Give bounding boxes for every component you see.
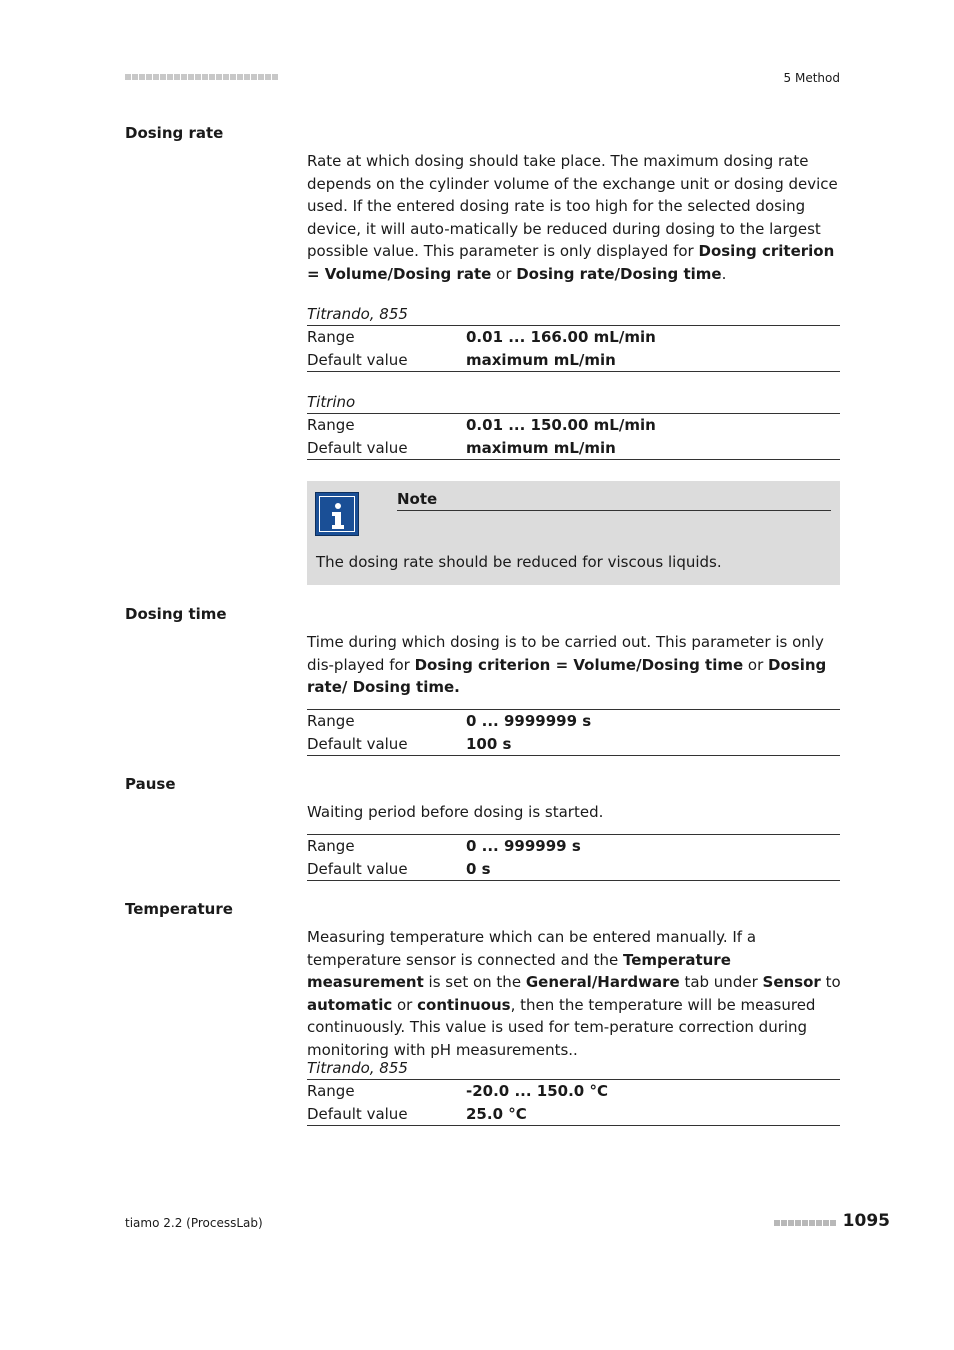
table-row-default (307, 733, 840, 757)
decoration-square (174, 74, 180, 80)
decoration-square (153, 74, 159, 80)
table-row-range (307, 834, 840, 858)
footer-decoration (774, 1220, 836, 1226)
default-value: 25.0 °C (466, 1104, 527, 1123)
section-title-dosing-time: Dosing time (125, 605, 227, 623)
table-row-range (307, 414, 840, 437)
table-caption: Titrando, 855 (307, 1058, 840, 1080)
decoration-square (181, 74, 187, 80)
dosing-rate-description: Rate at which dosing should take place. The maximum dosing rate depends on the cylinder volume of the exchange unit or dosing device used. If the entered dosing rate is too high for the selected dosing device, it will auto-matically be reduced during dosing to the largest possible value. This parameter is only displayed for Dosing criterion = Volume/Dosing rate or Dosing rate/Dosing time. (307, 152, 838, 283)
page-number: 1095 (842, 1211, 890, 1231)
section-title-dosing-rate: Dosing rate (125, 124, 224, 142)
default-label: Default value (307, 859, 408, 878)
note-text: The dosing rate should be reduced for viscous liquids. (316, 553, 722, 571)
range-value: 0.01 ... 166.00 mL/min (466, 328, 656, 346)
pause-table (307, 834, 840, 881)
decoration-square (139, 74, 145, 80)
dosing-rate-table-titrino (307, 392, 840, 460)
emphasis-term: automatic (307, 995, 393, 1014)
decoration-square (809, 1220, 815, 1226)
decoration-square (781, 1220, 787, 1226)
footer-product: tiamo 2.2 (ProcessLab) (125, 1216, 263, 1230)
default-label: Default value (307, 438, 408, 457)
decoration-square (244, 74, 250, 80)
table-row-range (307, 709, 840, 733)
decoration-square (788, 1220, 794, 1226)
decoration-square (774, 1220, 780, 1226)
decoration-square (230, 74, 236, 80)
range-value: 0 ... 999999 s (466, 837, 581, 855)
decoration-square (265, 74, 271, 80)
range-value: -20.0 ... 150.0 °C (466, 1082, 608, 1100)
default-value: maximum mL/min (466, 350, 616, 369)
section-title-temperature: Temperature (125, 900, 233, 918)
note-title: Note (397, 490, 831, 511)
decoration-square (132, 74, 138, 80)
table-row-default (307, 1103, 840, 1127)
range-value: 0 ... 9999999 s (466, 712, 592, 730)
section-title-pause: Pause (125, 775, 176, 793)
emphasis-term: Temperature measurement (307, 950, 731, 991)
decoration-square (830, 1220, 836, 1226)
emphasis-term: General/Hardware (525, 973, 680, 991)
range-label: Range (307, 837, 355, 855)
range-label: Range (307, 328, 355, 346)
header-decoration (125, 74, 278, 80)
decoration-square (160, 74, 166, 80)
decoration-square (258, 74, 264, 80)
decoration-square (216, 74, 222, 80)
table-row-range (307, 1080, 840, 1103)
emphasis-term: Dosing rate/Dosing time (516, 264, 722, 283)
default-label: Default value (307, 350, 408, 369)
table-row-default (307, 858, 840, 882)
table-row-default (307, 437, 840, 461)
decoration-square (188, 74, 194, 80)
range-value: 0.01 ... 150.00 mL/min (466, 416, 656, 434)
decoration-square (237, 74, 243, 80)
decoration-square (795, 1220, 801, 1226)
note-box (307, 481, 840, 585)
temperature-table (307, 1058, 840, 1126)
decoration-square (223, 74, 229, 80)
temperature-description: Measuring temperature which can be entered manually. If a temperature sensor is connected and the Temperature measurement is set on the General/Hardware tab under Sensor to automatic or continuous, then the temperature will be measured continuously. This value is used for tem-perature correction during monitoring with pH measurements.. (307, 928, 841, 1059)
info-icon (315, 492, 359, 536)
default-label: Default value (307, 1104, 408, 1123)
decoration-square (823, 1220, 829, 1226)
emphasis-term: continuous (417, 995, 511, 1014)
table-caption: Titrino (307, 392, 840, 414)
decoration-square (251, 74, 257, 80)
decoration-square (816, 1220, 822, 1226)
emphasis-term: Sensor (762, 973, 821, 991)
range-label: Range (307, 1082, 355, 1100)
pause-description: Waiting period before dosing is started. (307, 803, 604, 821)
decoration-square (272, 74, 278, 80)
decoration-square (209, 74, 215, 80)
default-label: Default value (307, 734, 408, 753)
range-label: Range (307, 416, 355, 434)
emphasis-term: Dosing criterion = Volume/Dosing time (414, 655, 744, 674)
chapter-label: 5 Method (783, 71, 840, 85)
table-row-range (307, 326, 840, 349)
default-value: maximum mL/min (466, 438, 616, 457)
dosing-time-table (307, 709, 840, 756)
emphasis-term: Dosing criterion = Volume/Dosing rate (307, 242, 835, 283)
decoration-square (146, 74, 152, 80)
decoration-square (202, 74, 208, 80)
decoration-square (195, 74, 201, 80)
table-row-default (307, 349, 840, 373)
range-label: Range (307, 712, 355, 730)
decoration-square (802, 1220, 808, 1226)
table-caption: Titrando, 855 (307, 304, 840, 326)
decoration-square (125, 74, 131, 80)
emphasis-term: Dosing rate/ Dosing time. (307, 655, 827, 696)
dosing-rate-table-titrando (307, 304, 840, 372)
decoration-square (167, 74, 173, 80)
dosing-time-description: Time during which dosing is to be carried out. This parameter is only dis-played for Dosing criterion = Volume/Dosing time or Dosing rate/ Dosing time. (307, 633, 827, 696)
default-value: 0 s (466, 859, 491, 878)
default-value: 100 s (466, 734, 512, 753)
